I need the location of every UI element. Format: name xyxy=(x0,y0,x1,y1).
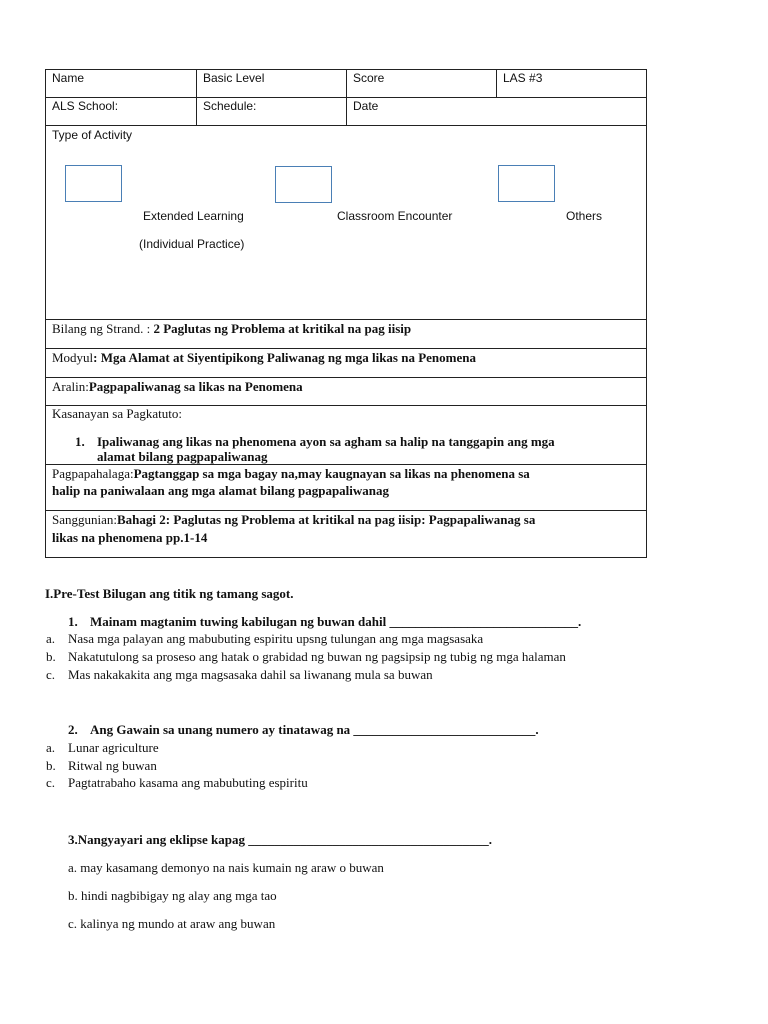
modyul-value: : Mga Alamat at Siyentipikong Paliwanag ng mga likas na Penomena xyxy=(93,350,476,365)
individual-practice-label: (Individual Practice) xyxy=(139,237,245,251)
activity-sheet-form xyxy=(45,69,647,558)
type-of-activity-label: Type of Activity xyxy=(52,128,133,142)
kasanayan-item-line2: alamat bilang pagpapaliwanag xyxy=(97,449,268,464)
question-2-text: Ang Gawain sa unang numero ay tinatawag na ____________________________. xyxy=(90,722,539,737)
pagpapahalaga-label: Pagpapahalaga: xyxy=(52,466,134,481)
q1-option-c[interactable]: c. Mas nakakakita ang mga magsasaka dahil sa liwanang mula sa buwan xyxy=(46,667,433,682)
question-1 xyxy=(68,614,581,630)
extended-learning-checkbox[interactable] xyxy=(65,165,122,202)
basic-level-cell: Basic Level xyxy=(197,70,347,97)
q1-option-a[interactable]: a. Nasa mga palayan ang mabubuting espiritu upsng tulungan ang mga magsasaka xyxy=(46,631,484,646)
type-of-activity-section xyxy=(46,126,646,320)
aralin-label: Aralin: xyxy=(52,379,89,394)
question-2 xyxy=(68,722,539,738)
extended-learning-label: Extended Learning xyxy=(143,209,244,223)
sanggunian-label: Sanggunian: xyxy=(52,512,117,527)
kasanayan-item-line1: Ipaliwanag ang likas na phenomena ayon sa agham sa halip na tanggapin ang mga xyxy=(97,434,555,449)
las-cell: LAS #3 xyxy=(503,71,543,85)
q2-option-b[interactable]: b. Ritwal ng buwan xyxy=(46,758,157,773)
q3-option-b[interactable]: b. hindi nagbibigay ng alay ang mga tao xyxy=(68,888,277,903)
q2-option-c[interactable]: c. Pagtatrabaho kasama ang mabubuting espiritu xyxy=(46,775,308,790)
question-1-number: 1. xyxy=(68,614,78,629)
pagpapahalaga-line2: halip na paniwalaan ang mga alamat bilang pagpapaliwanag xyxy=(52,483,390,498)
q1-option-b[interactable]: b. Nakatutulong sa proseso ang hatak o grabidad ng buwan ng pagsipsip ng tubig ng mga halaman xyxy=(46,649,566,664)
others-checkbox[interactable] xyxy=(498,165,555,202)
classroom-encounter-label: Classroom Encounter xyxy=(337,209,453,223)
kasanayan-row xyxy=(46,406,646,465)
sanggunian-line1: Bahagi 2: Paglutas ng Problema at kritikal na pag iisip: Pagpapaliwanag sa xyxy=(117,512,536,527)
kasanayan-label: Kasanayan sa Pagkatuto: xyxy=(52,406,182,421)
pagpapahalaga-row xyxy=(46,465,646,511)
q3-option-c[interactable]: c. kalinya ng mundo at araw ang buwan xyxy=(68,916,276,931)
sanggunian-line2: likas na phenomena pp.1-14 xyxy=(52,530,208,545)
aralin-value: Pagpapaliwanag sa likas na Penomena xyxy=(88,379,303,394)
schedule-cell: Schedule: xyxy=(197,98,347,125)
kasanayan-number: 1. xyxy=(75,434,85,449)
pagpapahalaga-line1: Pagtanggap sa mga bagay na,may kaugnayan sa likas na phenomena sa xyxy=(133,466,530,481)
date-cell: Date xyxy=(353,99,379,113)
q3-option-a[interactable]: a. may kasamang demonyo na nais kumain ng araw o buwan xyxy=(68,860,384,875)
others-label: Others xyxy=(566,209,603,223)
header-row-1 xyxy=(46,70,646,98)
score-cell: Score xyxy=(347,70,497,97)
q2-option-a[interactable]: a. Lunar agriculture xyxy=(46,740,159,755)
header-row-2 xyxy=(46,98,646,126)
question-1-text: Mainam magtanim tuwing kabilugan ng buwan dahil _____________________________. xyxy=(90,614,582,629)
question-3-text: 3.Nangyayari ang eklipse kapag _____________________________________. xyxy=(68,832,492,847)
strand-value: 2 Paglutas ng Problema at kritikal na pag iisip xyxy=(153,321,412,336)
modyul-label: Modyul xyxy=(52,350,94,365)
als-school-cell: ALS School: xyxy=(46,98,197,125)
question-3 xyxy=(68,832,492,848)
sanggunian-row xyxy=(46,511,646,557)
question-2-number: 2. xyxy=(68,722,78,737)
classroom-encounter-checkbox[interactable] xyxy=(275,166,332,203)
pretest-title: I.Pre-Test Bilugan ang titik ng tamang sagot. xyxy=(45,586,294,601)
strand-row xyxy=(46,320,646,349)
strand-label: Bilang ng Strand. : xyxy=(52,321,154,336)
aralin-row xyxy=(46,378,646,406)
modyul-row xyxy=(46,349,646,378)
name-cell: Name xyxy=(46,70,197,97)
